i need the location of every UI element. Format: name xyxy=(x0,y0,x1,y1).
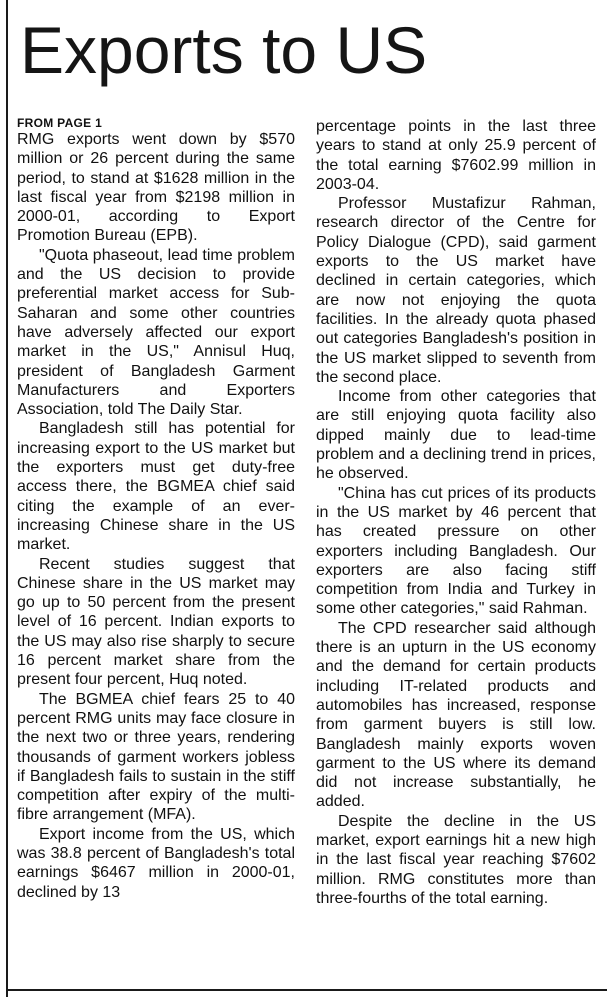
article-column-right xyxy=(316,117,596,908)
paragraph: Export income from the US, which was 38.8 percent of Bangladesh's total earnings $6467 million in 2000-01, declined by 13 xyxy=(17,825,295,901)
paragraph: Professor Mustafizur Rahman, research director of the Centre for Policy Dialogue (CPD), said garment exports to the US market have declined in certain categories, which are now not enjoying the quota facilities. In the already quota phased out categories Bangladesh's position in the US market slipped to seventh from the second place. xyxy=(316,195,596,386)
paragraph: "China has cut prices of its products in the US market by 46 percent that has created pressure on other exporters including Bangladesh. Our exporters are also facing stiff competition from India and Turkey in some other categories," said Rahman. xyxy=(316,484,596,618)
paragraph: The CPD researcher said although there is an upturn in the US economy and the demand for certain products including IT-related products and automobiles has increased, response from garment buyers is still low. Bangladesh mainly exports woven garment to the US where its demand did not increase substantially, he added. xyxy=(316,619,596,811)
paragraph: percentage points in the last three years to stand at only 25.9 percent of the total earning $7602.99 million in 2003-04. xyxy=(316,118,596,193)
bottom-border-rule xyxy=(6,989,607,991)
paragraph: RMG exports went down by $570 million or 26 percent during the same period, to stand at $1628 million in the last fiscal year from $2198 million in 2000-01, according to Export Promotion Bureau (EPB). xyxy=(17,131,295,245)
paragraph: "Quota phaseout, lead time problem and the US decision to provide preferential market access for Sub-Saharan and some other countries have adversely affected our export market in the US," Annisul Huq, president of Bangladesh Garment Manufacturers and Exporters Association, told The Daily Star. xyxy=(17,246,295,419)
article-headline: Exports to US xyxy=(20,13,428,87)
paragraph: Bangladesh still has potential for increasing export to the US market but the exporters must get duty-free access there, the BGMEA chief said citing the example of an ever-increasing Chinese share in the US market. xyxy=(17,420,295,554)
paragraph: Despite the decline in the US market, export earnings hit a new high in the last fiscal year reaching $7602 million. RMG constitutes more than three-fourths of the total earning. xyxy=(316,812,596,907)
paragraph: Income from other categories that are still enjoying quota facility also dipped mainly due to lead-time problem and a declining trend in prices, he observed. xyxy=(316,388,596,483)
paragraph: The BGMEA chief fears 25 to 40 percent RMG units may face closure in the next two or three years, rendering thousands of garment workers jobless if Bangladesh fails to sustain in the stiff competition after expiry of the multi-fibre arrangement (MFA). xyxy=(17,690,295,824)
paragraph: Recent studies suggest that Chinese share in the US market may go up to 50 percent from the present level of 16 percent. Indian exports to the US may also rise sharply to secure 16 percent market share from the present four percent, Huq noted. xyxy=(17,555,295,689)
continuation-kicker: FROM PAGE 1 xyxy=(17,116,103,130)
article-column-left xyxy=(17,114,295,902)
left-border-rule xyxy=(6,0,8,997)
